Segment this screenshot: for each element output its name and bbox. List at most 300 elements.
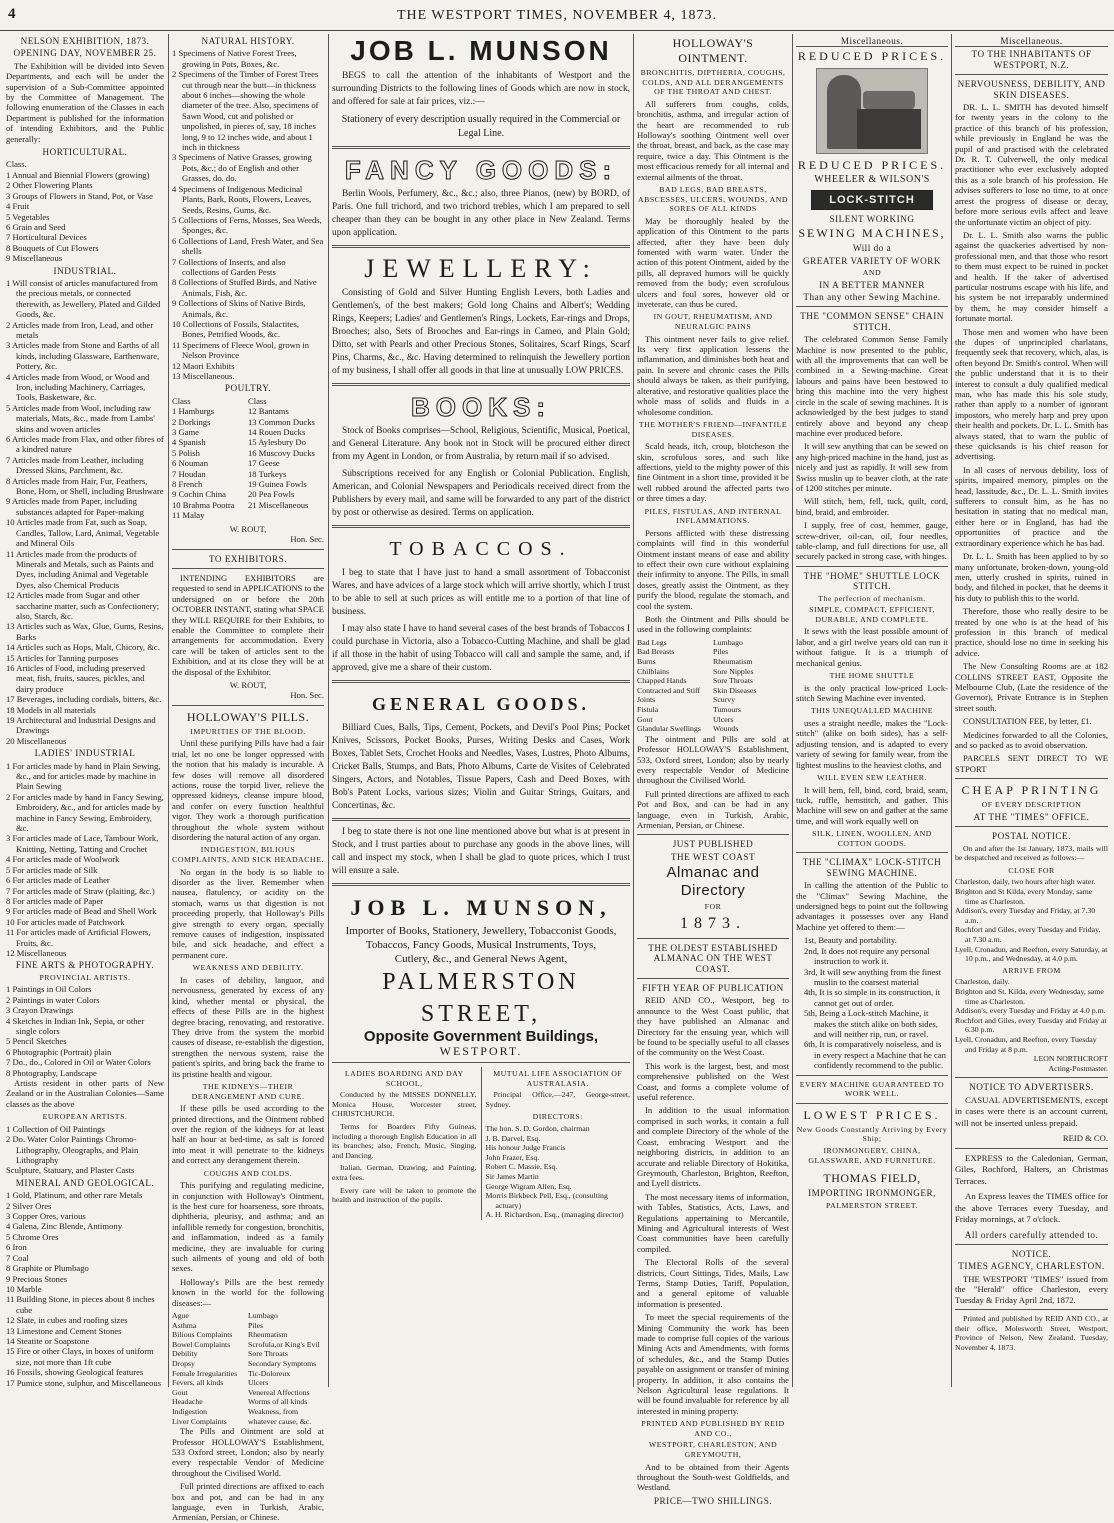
climax-advantages <box>796 935 948 1070</box>
tagline: Than any other Sewing Machine. <box>803 292 941 303</box>
list-natural-history <box>172 48 324 381</box>
sub-heading: CLOSE FOR <box>1008 865 1055 875</box>
list-item: 12 Maori Exhibits <box>172 360 235 371</box>
list-item: 2 Paintings in water Colors <box>6 994 100 1005</box>
postal-close-list <box>955 877 1108 963</box>
list-industrial <box>6 278 164 746</box>
list-item: 14 Steatite or Soapstone <box>6 1335 90 1346</box>
jewellery-body: Consisting of Gold and Silver Hunting English Levers, both Ladies and Gentlemen's, of the best makers; Gold long Chains and Albert's; Wedding Rings, Keepers; Ladies' and Gentlemen's Rings, Lockets, Ear-rings and Drops, Brooches; also, Sets of Brooches and Ear-rings in Cameo, and Plain Gold; Ditto, set with Pearls and other Precious Stones, Solitaires, Scarf Rings, Scarf Pins, Charms, &c., &c. Having determined to relinquish the Jewellery portion of my business, I shall offer all goods in that line at unusually LOW PRICES. <box>332 288 630 376</box>
paragraph: Dr. L. L. Smith has been applied to by so many unfortunate, broken-down, young-old men, utterly crushed in spirits, ruined in body, and filched in pocket, that he deems it his duty to publish this to the world. <box>955 551 1108 603</box>
list-item: Wounds <box>713 724 739 734</box>
list-item: 10 For articles made of Patchwork <box>6 916 125 927</box>
paragraph: This ointment never fails to give relief. Its very first application lessens the inflammation, and diminishes both heat and pain. In severe and chronic cases the Pills should always be taken, as their purifying, alterative, and restorative qualities place the whole mass of solids and fluids in a wholesome condition. <box>637 333 789 417</box>
tagline: AND <box>862 268 882 278</box>
sub-heading: ARRIVE FROM <box>1002 965 1061 975</box>
sub-heading: THE "CLIMAX" LOCK-STITCH SEWING MACHINE. <box>802 857 942 878</box>
page-number: 4 <box>8 6 16 22</box>
signature: REID & CO. <box>1062 1133 1108 1144</box>
list-item: Dropsy <box>172 1359 195 1368</box>
paragraph: Conducted by the MISSES DONNELLY, Monica House, Worcester street, CHRISTCHURCH. <box>332 1090 477 1119</box>
section-heading: HORTICULTURAL. <box>42 147 128 158</box>
list-item: 5th, Being a Lock-stitch Machine, it makes the stitch alike on both sides, and will neither rip, run, or ravel. <box>804 1008 938 1039</box>
list-item: 16 Articles of Food, including preserved meat, fish, fruits, sauces, pickles, and dairy produce <box>6 662 145 694</box>
fancy-goods-heading: FANCY GOODS: <box>344 155 618 185</box>
list-item: Sore Throats <box>248 1349 288 1359</box>
advertiser-name-2: JOB L. MUNSON, <box>350 895 612 920</box>
almanac-oldest: THE OLDEST ESTABLISHED ALMANAC ON THE WEST COAST. <box>648 942 778 974</box>
tagline: SILENT WORKING <box>829 213 915 224</box>
signature-title: Hon. Sec. <box>290 690 324 701</box>
merchant-trade: IMPORTING IRONMONGER, <box>808 1188 936 1199</box>
paragraph: REID AND CO., Westport, beg to announce to the West Coast public, that they have published an Almanac and Directory for the ensuing year, which will be found to be specially useful to all classes of the community on the West Coast. <box>637 995 789 1058</box>
tobaccos-body-2: I may also state I have to hand several cases of the best brands of Tobaccos I could purchase in Victoria, also a Tobacco-Cutting Machine, and shall be glad if all those in the habit of using Tobacco will call and sample the same, and, if approved, give me a share of their custom. <box>332 624 630 673</box>
paragraph: DR. L. L. SMITH has devoted himself for twenty years in the colony to the practice of this branch of his profession, while previously in England he was the pupil of and practised with the celebrated Dr. R. T. Culverwell, the only medical practitioner who ever exclusively adopted this as a sole branch of his profession. He advises sufferers to lose no time, to at once arrest the progress of disease or decay, before more serious evils affect and leave the unfortunate victim an object of pity. <box>955 102 1108 227</box>
list-item: Contracted and Stiff Joints <box>637 685 701 705</box>
list-item: Lyell, Cronadun, and Reefton, every Tuesday and Friday at 8 p.m. <box>955 1034 1097 1054</box>
list-item: Robert C. Massie, Esq. <box>485 1162 558 1172</box>
list-item: Fistula <box>637 704 659 714</box>
mutual-ad <box>482 1067 631 1220</box>
list-item: 11 Malay <box>172 510 205 521</box>
importer-line-1: Importer of Books, Stationery, Jewellery, Tobacconist Goods, <box>345 925 617 937</box>
column-rule <box>633 34 634 1387</box>
list-item: 10 Collections of Fossils, Stalactites, Bones, Petrified Woods, &c. <box>172 318 299 340</box>
complaints-table <box>637 638 789 734</box>
column-heading: Miscellaneous. <box>796 36 948 47</box>
list-item: 9 For articles made of Bead and Shell Work <box>6 906 157 917</box>
list-item: Lyell, Cronadun, and Reefton, every Saturday, at 10 p.m., and Wednesday, at 4.0 p.m. <box>955 944 1108 964</box>
list-item: 1 Paintings in Oil Colors <box>6 984 92 995</box>
list-item: 8 French <box>172 479 203 490</box>
list-item: 4 Articles made from Wood, or Wood and Iron, including Machinery, Carriages, Tools, Basketware, &c. <box>6 371 150 403</box>
column-rule <box>168 34 169 1387</box>
lock-stitch-badge: LOCK-STITCH <box>811 190 933 210</box>
list-item: Morris Birkbeck Pell, Esq., (consulting actuary) <box>485 1191 608 1210</box>
list-item: Rochfort and Giles, every Tuesday and Friday, at 7.30 a.m. <box>955 925 1101 944</box>
postmaster-title: Acting-Postmaster. <box>1048 1063 1108 1073</box>
list-item: 8 Collections of Stuffed Birds, and Native Animals, Fish, &c. <box>172 277 317 298</box>
notice-heading: NOTICE. <box>1011 1249 1052 1259</box>
tagline: WILL EVEN SEW LEATHER. <box>817 773 927 783</box>
paragraph: In addition to the usual information comprised in such works, it contain a full and complete Directory of the whole of the Coast, embracing Westport and the neighboring districts, in addition to an accurate and reliable Directory of Hokitika, Greymouth, Charleston, Brighton, Reefton, and Lyell districts. <box>637 1105 789 1189</box>
books-heading: BOOKS: <box>411 392 551 422</box>
sewing-machine-illustration <box>816 68 928 154</box>
list-item: Charleston, daily, two hours after high water. <box>955 877 1096 887</box>
signature: W. ROUT, <box>229 679 267 690</box>
list-item: Sore Nipples <box>713 666 754 676</box>
sub-heading: THE MOTHER'S FRIEND—INFANTILE DISEASES. <box>638 419 788 439</box>
sub-heading: TO THE INHABITANTS OF WESTPORT, N.Z. <box>971 49 1092 70</box>
list-item: 1 Annual and Biennial Flowers (growing) <box>6 169 150 180</box>
list-item: 8 Articles made from Hair, Fur, Feathers, Bone, Horn, or Shell, including Brushware <box>6 475 164 497</box>
list-item: Rheumatism <box>248 1330 288 1340</box>
list-item: 9 Precious Stones <box>6 1273 68 1284</box>
list-european <box>6 1124 164 1176</box>
sub-heading: DIRECTORS: <box>532 1112 583 1122</box>
list-item: Glandular Swellings <box>637 724 701 734</box>
paragraph: I supply, free of cost, hemmer, gauge, screw-driver, oil-can, oil, four needles, table-clamp, and full directions for use, all securely packed in strong case, with hinges. <box>796 520 948 562</box>
ointment-title: HOLLOWAY'S OINTMENT. <box>672 36 754 65</box>
list-item: 1 For articles made by hand in Plain Sewing, &c., and for articles made by machine in Plain Sewing <box>6 760 161 792</box>
list-item: 20 Pea Fowls <box>248 489 295 500</box>
page-header <box>0 0 1114 31</box>
list-item: 11 Building Stone, in pieces about 8 inches cube <box>6 1294 155 1315</box>
section-heading: TO EXHIBITORS. <box>208 553 288 564</box>
almanac-fifth: FIFTH YEAR OF PUBLICATION <box>642 983 784 993</box>
paragraph: Scald heads, itch, croup, blotcheson the skin, scrofulous sores, and such like affections, yield to the mighty power of this fine Ointment in a short time, provided it be well rubbed around the affected parts two or three times a day. <box>637 441 789 504</box>
list-item: 2 Do. Water Color Paintings Chromo-Lithography, Oleographs, and Plain Lithography <box>6 1134 139 1166</box>
list-item: Gout <box>637 714 653 724</box>
almanac-year: 1873. <box>680 914 746 932</box>
paragraph: The celebrated Common Sense Family Machine is now presented to the public, with all the improvements that can well be combined in a Sewing-machine. Great labours and pains have been bestowed to bring this machine into the very highest circle in the scale of sewing machines. It is acknowledged by the best judges to stand entirely above and beyond any cheap machine ever produced before. <box>796 334 948 438</box>
sub-heading: THE "HOME" SHUTTLE LOCK STITCH. <box>803 570 941 592</box>
books-body-2: Subscriptions received for any English or Colonial Publication. English, American, and Colonial Newspapers and Periodicals received direct from the Publishers by every mail, and same will be forwarded to any part of the district by post or otherwise as desired. Terms on application. <box>332 469 630 518</box>
list-item: Addison's, every Tuesday and Friday at 4.0 p.m. <box>955 1006 1106 1016</box>
tagline: SILK, LINEN, WOOLLEN, AND COTTON GOODS. <box>812 829 932 848</box>
tagline: IN A BETTER MANNER <box>819 279 925 290</box>
paragraph: In cases of debility, languor, and nervousness, generated by excess of any kind, whether mental or physical, the effects of these Pills are in the highest degree bracing, renovating, and restorative. They drive from the system the morbid causes of disease, re-establish the digestion, strengthen the nervous system, raise the patient's spirits, and bring back the frame to its pristine health and vigour. <box>172 974 324 1079</box>
exhibitors-notice: INTENDING EXHIBITORS are requested to send in APPLICATIONS to the undersigned on or before the 20th OCTOBER INSTANT, stating what SPACE they WILL REQUIRE for their Exhibits, to enable the Committee to complete their arrangements for accommodation. Every care will be taken of articles sent to the Exhibition, and at its close they will be at the disposal of the Exhibitor. <box>172 572 324 677</box>
list-item: Charleston, daily. <box>955 977 1010 987</box>
list-item: Rheumatism <box>713 656 753 666</box>
lowest-prices-heading: LOWEST PRICES. <box>803 1107 941 1122</box>
paragraph: Dr. L. L. Smith also warns the public against the quackeries advertised by non-professional men, and that those who resort to them must expect to be ruined in pocket and health. If the taker of advertised particular nostrums escape with his life, and his system be not irreparably undermined by them, he may consider himself a fortunate mortal. <box>955 229 1108 324</box>
general-goods-body: Billiard Cues, Balls, Tips, Cement, Pockets, and Devil's Pool Pins; Pocket Knives, Scissors, Pocket Books, Purses, Writing Desks and Cases, Work Boxes, Tablet Sets, Crochet Hooks and Needles, Vases, Lustres, Photo Albums, Cricket Balls, Stumps, and Bats, Photo Albums, Carte de Visites of Celebrated Singers, Actors, and Notables, Tissue Papers, Cash and Deed Boxes, with Bob's Patent Locks, various sizes; Violin and Guitar Strings, Guitars, and Concertinas, &c. <box>332 723 630 811</box>
poultry-right <box>248 396 324 521</box>
paragraph: This work is the largest, best, and most comprehensive published on the West Coast, and forms a complete volume of useful reference. <box>637 1060 789 1103</box>
list-item: 11 For articles made of Artificial Flowers, Fruits, &c. <box>6 927 151 948</box>
list-item: Sculpture, Statuary, and Plaster Casts <box>6 1165 135 1176</box>
town-line: WESTPORT. <box>439 1044 523 1058</box>
list-item: Bilious Complaints <box>172 1330 233 1340</box>
column-ointment <box>637 34 789 1506</box>
notice-heading: NOTICE TO ADVERTISERS. <box>969 1082 1094 1093</box>
list-item: 7 Houdan <box>172 468 206 479</box>
paragraph: Those men and women who have been the dupes of unprincipled charlatans, frequently seek that recovery, which, alas, is often beyond Dr. Smith's control. When will the public understand that it is to their interest to consult a duly qualified medical man, who has made this his sole study, rather than apply to a number of ignorant impostors, who merely harp and prey upon their health and pockets. Dr. L. L. Smith has always stated, that to warn the public of these quicksands is his chief reason for advertising. <box>955 326 1108 462</box>
list-item: Fevers, all kinds <box>172 1378 224 1388</box>
merchant-name: THOMAS FIELD, <box>823 1171 921 1186</box>
paragraph: And to be obtained from their Agents throughout the South-west Goldfields, and Westland. <box>637 1461 789 1493</box>
list-item: 10 Articles made from Fat, such as Soap, Candles, Tallow, Lard, Animal, Vegetable and Mineral Oils <box>6 517 160 549</box>
list-item: 3 Specimens of Native Grasses, growing Pots, &c.; do of English and other Grasses, do. do. <box>172 152 312 184</box>
paragraph: The New Consulting Rooms are at 182 COLLINS STREET EAST, Opposite the Melbourne Club, (Late the residence of the Governor), Private Entrance is in Stephen street south. <box>955 661 1108 713</box>
list-item: 13 Limestone and Cement Stones <box>6 1325 122 1336</box>
sub-heading: WEAKNESS AND DEBILITY. <box>192 963 304 973</box>
masthead: THE WESTPORT TIMES, NOVEMBER 4, 1873. <box>396 8 718 23</box>
section-heading: INDUSTRIAL. <box>53 265 117 276</box>
list-item: 1 Hamburgs <box>172 406 215 417</box>
list-item: 12 Miscellaneous <box>6 947 67 958</box>
sub-heading: EUROPEAN ARTISTS. <box>42 1112 128 1122</box>
sub-heading: BRONCHITIS, DIPTHERIA, COUGHS, COLDS, AND ALL DERANGEMENTS OF THE THROAT AND CHEST. <box>640 68 786 97</box>
list-item: 4 Galena, Zinc Blende, Antimony <box>6 1221 122 1232</box>
disease-left <box>172 1311 248 1426</box>
list-item: 7 For articles made of Straw (plaiting, &c.) <box>6 885 155 896</box>
list-item: Venereal Affections <box>248 1387 310 1397</box>
paragraph: It will hem, fell, bind, cord, braid, seam, tuck, ruffle, hemstitch, and gather. This Machine will sew on and gather at the same time, and will work equally well on <box>796 784 948 826</box>
publisher-line: PRINTED AND PUBLISHED BY REID AND CO., <box>641 1419 785 1438</box>
column-exhibition <box>6 34 164 1391</box>
tagline: AT THE "TIMES" OFFICE. <box>973 811 1090 822</box>
paragraph: Both the Ointment and Pills should be used in the following complaints: <box>637 613 789 635</box>
paragraph: May be thoroughly healed by the application of this Ointment to the parts affected, after they have been duly fomented with warm water. Under the action of this potent Ointment, aided by the pills, all depraved humors will be quickly removed from the body; even scrofulous ulcers and foul sores, however old or inveterate, can thus be cured. <box>637 215 789 310</box>
tagline: New Goods Constantly Arriving by Every Ship; <box>796 1124 948 1144</box>
list-item: Headache <box>172 1397 203 1407</box>
almanac-price: PRICE—TWO SHILLINGS. <box>653 1495 773 1506</box>
column-heading: Miscellaneous. <box>955 36 1108 47</box>
list-item: 5 Pencil Sketches <box>6 1036 67 1047</box>
list-item: 10 Brahma Pootra <box>172 499 235 510</box>
list-item: A. H. Richardson, Esq., (managing director) <box>485 1210 624 1220</box>
pills-title: HOLLOWAY'S PILLS. <box>186 709 310 724</box>
paragraph: Persons afflicted with these distressing complaints will find in this wonderful Ointment instant means of ease and ability to effect their own cure without explaining their infirmity to anyone. The Pills, in small doses, greatly assist the Ointment, as they purify the blood, regulate the stomach, and cool the system. <box>637 527 789 611</box>
opening-day: OPENING DAY, NOVEMBER 25. <box>13 48 157 59</box>
list-item: 8 Photography, Landscape <box>6 1067 97 1078</box>
list-item: Brighton and St. Kilda, every Wednesday, same time as Charleston. <box>955 986 1104 1006</box>
list-item: 3 Articles made from Stone and Earths of all kinds, including Glassware, Earthenware, Pottery, &c. <box>6 340 160 372</box>
artists-note: Artists resident in other parts of New Zealand or in the Australian Colonies—Same classes as the above <box>6 1078 164 1109</box>
list-item: 1st, Beauty and portability. <box>804 935 897 946</box>
sub-heading: IMPURITIES OF THE BLOOD. <box>190 726 306 736</box>
sub-heading: THE KIDNEYS—THEIR DERANGEMENT AND CURE. <box>191 1081 305 1101</box>
list-item: 15 Fire or other Clays, in boxes of uniform size, not more than 1ft cube <box>6 1346 154 1367</box>
stationery-line: Stationery of every description usually required in the Commercial or Legal Line. <box>341 114 621 139</box>
paragraph: EXPRESS to the Caledonian, German, Giles, Rochford, Halters, an Christmas Terraces. <box>955 1152 1108 1186</box>
reduced-prices-heading: REDUCED PRICES. <box>797 49 947 64</box>
paragraph: Italian, German, Drawing, and Painting, extra fees. <box>332 1163 477 1182</box>
list-item: 9 Cochin China <box>172 489 226 500</box>
list-item: 6 Photographic (Portrait) plain <box>6 1046 112 1057</box>
list-item: Brighton and St Kilda, every Monday, same time as Charleston. <box>955 887 1093 906</box>
paragraph: If these pills be used according to the printed directions, and the Ointment rubbed over the region of the kidneys for at least half an hour at bed-time, as salt is forced into meat it will penetrate to the kidneys and correct any derangement therein. <box>172 1103 324 1166</box>
paragraph: All sufferers from coughs, colds, bronchitis, asthma, and irregular action of the heart are recommended to rub Holloway's soothing Ointment well over the throat, breast, and back, as the case may require, twice a day. This Ointment is the most efficacious remedy for all internal and external ailments of the throat. <box>637 98 789 182</box>
list-item: 20 Miscellaneous <box>6 735 67 746</box>
list-item: Tumours <box>713 704 741 714</box>
list-item: Ague <box>172 1311 189 1321</box>
cheap-printing-heading: CHEAP PRINTING <box>961 783 1102 798</box>
paragraph: Full printed directions are affixed to each box and pot, and can be had in any language, even in Turkish, Arabic, Armenian, Persian, or Chinese. <box>172 1481 324 1523</box>
tagline: The perfection of mechanism. <box>818 593 926 603</box>
paragraph: Principal Office,—247, George-street, Sydney. <box>485 1090 630 1109</box>
section-heading: POULTRY. <box>224 383 272 394</box>
complaints-right <box>713 638 789 734</box>
list-item: Gout <box>172 1387 188 1397</box>
list-item: 2 Other Flowering Plants <box>6 180 93 191</box>
paragraph: Therefore, those who really desire to be treated by one who is at the head of his profession in this branch of medical practice, should lose no time in seeking his advice. <box>955 606 1108 658</box>
list-item: Class <box>248 395 267 406</box>
location-line: Opposite Government Buildings, <box>363 1028 599 1045</box>
list-item: Female Irregularities <box>172 1368 238 1378</box>
postmaster-name: LEON NORTHCROFT <box>1033 1054 1108 1064</box>
paragraph: PARCELS SENT DIRECT TO WE STPORT <box>955 753 1108 774</box>
tagline: OF EVERY DESCRIPTION <box>981 800 1082 810</box>
list-item: 17 Beverages, including cordials, bitters, &c. <box>6 694 162 705</box>
poultry-table <box>172 396 324 521</box>
list-item: 5 Chrome Ores <box>6 1231 59 1242</box>
list-item: 11 Specimens of Fleece Wool, grown in Nelson Province <box>172 339 310 361</box>
exhibition-intro: The Exhibition will be divided into Seven Departments, and each will be under the supervision of a Sub-Committee appointed by the Committee of Management. The following enumeration of the Classes in each Department is published for the information of intending Exhibitors, and the Public generally: <box>6 60 164 144</box>
list-item: Worms of all kinds <box>248 1397 308 1407</box>
paragraph: The Electoral Rolls of the several districts, Court Sittings, Tides, Mails, Law Terms, Stamp Duties, Tariff, Population, and a general epitome of valuable information is presented. <box>637 1257 789 1309</box>
list-item: Lumbago <box>248 1311 278 1321</box>
list-item: 2 Specimens of the Timber of Forest Trees cut through near the butt—in thickness about 6 inches—showing the whole diameter of the tree. Also, specimens of Sawn Wood, cut and polished or unpolished, in pieces of, say, 18 inches long, 9 to 12 inches wide, and about 1 inch in thickness <box>172 69 319 153</box>
list-item: 15 Articles for Tanning purposes <box>6 652 119 663</box>
list-item: 9 Miscellaneous <box>6 253 63 264</box>
list-item: 2 Silver Ores <box>6 1200 52 1211</box>
fancy-goods-body: Berlin Wools, Perfumery, &c., &c.; also, three Pianos, (new) by BORD, of Paris. One full trichord, and two trichord trebles, which I am prepared to sell cheaper than they can be bought in any other place in New Zealand. Terms upon application. <box>332 189 630 238</box>
list-item: Sir James Martin <box>485 1171 539 1181</box>
sub-heading: BAD LEGS, BAD BREASTS, ABSCESSES, ULCERS, WOUNDS, AND SORES OF ALL KINDS <box>637 185 789 214</box>
list-item: 1 Specimens of Native Forest Trees, growing in Pots, Boxes, &c. <box>172 48 297 69</box>
tagline: All orders carefully attended to. <box>964 1229 1099 1240</box>
postal-heading: POSTAL NOTICE. <box>992 831 1071 842</box>
list-item: Chilblains <box>637 666 670 676</box>
list-item: 4 For articles made of Woolwork <box>6 854 120 865</box>
sub-heading: IN GOUT, RHEUMATISM, AND NEURALGIC PAINS <box>653 312 773 332</box>
list-item: 4 Fruit <box>6 201 30 212</box>
list-item: 5 Polish <box>172 447 200 458</box>
list-item: 18 Turkeys <box>248 468 287 479</box>
list-item: Piles <box>248 1320 264 1330</box>
publisher-towns: WESTPORT, CHARLESTON, AND GREYMOUTH, <box>648 1440 778 1460</box>
list-item: J. B. Darvel, Esq. <box>485 1133 541 1143</box>
sewing-machines-heading: SEWING MACHINES, <box>798 226 946 241</box>
class-label: Class. <box>6 159 27 170</box>
exhibition-title: NELSON EXHIBITION, 1873. <box>20 36 150 46</box>
list-horticultural <box>6 170 164 264</box>
paragraph: Medicines forwarded to all the Colonies, and so packed as to avoid observation. <box>955 729 1108 750</box>
list-item: 6 For articles made of Leather <box>6 875 110 886</box>
street-line: PALMERSTON STREET, <box>382 969 580 1027</box>
poultry-left <box>172 396 248 521</box>
list-item: 13 Common Ducks <box>248 416 315 427</box>
list-item: 19 Architectural and Industrial Designs and Drawings <box>6 715 156 736</box>
list-item: 3 Crayon Drawings <box>6 1005 74 1016</box>
section-heading: MINERAL AND GEOLOGICAL. <box>15 1177 155 1188</box>
list-item: 7 Collections of Insects, and also collections of Garden Pests <box>172 256 286 277</box>
almanac-title: Almanac and Directory <box>666 864 760 900</box>
list-item: 13 Miscellaneous. <box>172 371 235 381</box>
paragraph: Will stitch, hem, fell, tuck, quilt, cord, bind, braid, and embroider. <box>796 496 948 517</box>
sub-heading: PROVINCIAL ARTISTS. <box>39 972 131 982</box>
column-rule <box>951 34 952 1387</box>
list-item: Sore Throats <box>713 676 753 686</box>
list-item: 17 Pumice stone, sulphur, and Miscellaneous <box>6 1377 162 1388</box>
school-title: LADIES BOARDING AND DAY SCHOOL, <box>344 1069 464 1088</box>
paragraph: This purifying and regulating medicine, in conjunction with Holloway's Ointment, is the best cure for hoarseness, sore throats, diphtheria, pleurisy, and asthma; and an infallible remedy for congestion, bronchitis, and inflammation, indeed as a family medicine, they are invaluable for curing such ailments of young and old of both sexes. <box>172 1180 324 1274</box>
column-natural-history <box>172 34 324 1523</box>
signature-title: Hon. Sec. <box>290 534 324 545</box>
list-item: Bowel Complaints <box>172 1339 231 1349</box>
brand-name: WHEELER & WILSON'S <box>814 174 930 186</box>
column-munson-ad <box>332 34 630 1391</box>
intro-paragraph: BEGS to call the attention of the inhabitants of Westport and the surrounding Districts to the following lines of Goods which are now in stock, and offered for sale at fair prices, viz.:— <box>332 71 630 107</box>
list-item: 9 Collections of Skins of Native Birds, Animals, &c. <box>172 298 306 319</box>
tagline: SIMPLE, COMPACT, EFFICIENT, DURABLE, AND COMPLETE. <box>809 605 935 624</box>
sub-heading: THE "COMMON SENSE" CHAIN STITCH. <box>800 311 944 332</box>
sub-heading: NERVOUSNESS, DEBILITY, AND SKIN DISEASES. <box>957 79 1106 100</box>
paragraph: On and after the 1st January, 1873, mails will be despatched and received as follows:— <box>955 843 1108 863</box>
paragraph: The ointment and Pills are sold at Professor HOLLOWAY'S Establishment, 533, Oxford street, London; also by nearly every respectable Vendor of Medicine throughout the Civilised World. <box>637 733 789 786</box>
column-rule <box>792 34 793 1387</box>
sub-heading: TIMES AGENCY, CHARLESTON. <box>958 1261 1105 1272</box>
mutual-title: MUTUAL LIFE ASSOCIATION OF AUSTRALASIA. <box>493 1069 623 1088</box>
list-item: 3 For articles made of Lace, Tambour Work, Knitting, Netting, Tatting and Crochet <box>6 833 159 854</box>
list-item: Lumbago <box>713 637 743 647</box>
section-heading: LADIES' INDUSTRIAL <box>34 748 136 759</box>
list-item: 1 Will consist of articles manufactured from the precious metals, or connected therewith, as Jewellery, Plated and Gilded Goods, &c. <box>6 277 161 320</box>
almanac-kicker: JUST PUBLISHED <box>672 839 754 850</box>
list-item: 5 Collections of Ferns, Mosses, Sea Weeds, Sponges, &c. <box>172 214 322 236</box>
list-item: 19 Guinea Fowls <box>248 479 307 490</box>
list-item: 5 Articles made from Wool, including raw materials, Mats, &c., made from Lambs' skins and woven articles <box>6 402 155 434</box>
list-item: His honour Judge Francis <box>485 1143 566 1153</box>
list-ladies <box>6 761 164 959</box>
almanac-for: FOR <box>704 902 722 912</box>
list-item: George Wigram Allen, Esq. <box>485 1181 572 1191</box>
list-item: Liver Complaints <box>172 1416 227 1426</box>
tagline: THE HOME SHUTTLE <box>829 671 915 680</box>
closing-paragraph: I beg to state there is not one line mentioned above but what is at present in Stock, and I trust parties about to purchase any goods in the above lines, will call and inspect my stock, when I shall be glad to quote prices, which I trust will ensure a sale. <box>332 827 630 876</box>
list-item: Indigestion <box>172 1406 208 1416</box>
paragraph: uses a straight needle, makes the "Lock-stitch" (alike on both sides), has a self-adjusting tension, and is adapted to every variety of sewing for family wear, from the lightest muslins to the heaviest cloths, and <box>796 718 948 770</box>
paragraph: Terms for Boarders Fifty Guineas, including a thorough English Education in all its branches; also, French, Music, Singing, and Dancing. <box>332 1121 477 1160</box>
list-item: 15 Aylesbury Do <box>248 437 306 448</box>
paragraph: Holloway's Pills are the best remedy known in the world for the following diseases:— <box>172 1276 324 1308</box>
paragraph: The most necessary items of information, with Tables, Statistics, Acts, Laws, and Regulations appertaining to Mercantile, Mining and Agricultural interests of West Coast communities have been carefully compiled. <box>637 1191 789 1254</box>
list-item: 6 Iron <box>6 1242 27 1253</box>
list-item: 5 Vegetables <box>6 211 50 222</box>
paragraph: It sews with the least possible amount of labor, and a girl twelve years old can run it without fatigue. It is a triumph of mechanical genius. <box>796 626 948 668</box>
postal-arrive-list <box>955 977 1108 1054</box>
list-item: John Frazer, Esq. <box>485 1152 540 1162</box>
list-item: Bad Breasts <box>637 647 675 657</box>
signature: W. ROUT, <box>229 523 267 534</box>
tagline: IRONMONGERY, CHINA, GLASSWARE, AND FURNITURE. <box>808 1145 936 1165</box>
list-item: 7 Coal <box>6 1252 29 1263</box>
list-item: 6 Nouman <box>172 458 209 469</box>
list-item: 6 Articles made from Flax, and other fibres of a kindred nature <box>6 434 164 455</box>
list-item: Scurvy <box>713 695 736 705</box>
almanac-subtitle: THE WEST COAST <box>670 851 756 862</box>
list-item: Piles <box>713 647 729 657</box>
list-item: 14 Rouen Ducks <box>248 427 306 438</box>
general-goods-heading: GENERAL GOODS. <box>371 694 591 714</box>
list-item: 4 Sketches in Indian Ink, Sepia, or other single colors <box>6 1015 145 1036</box>
tobaccos-body: I beg to state that I have just to hand a small assortment of Tobacconist Wares, and have advices of a large stock which will arrive shortly, which I trust to be able to sell at such prices as will entitle me to a portion of that line of business. <box>332 568 630 617</box>
list-item: 11 Articles made from the products of Minerals and Metals, such as Paints and Dyes, including Animal and Vegetable Dyes, also Chemical Products <box>6 548 154 590</box>
sub-heading: COUGHS AND COLDS. <box>203 1168 293 1178</box>
tagline: THIS UNEQUALLED MACHINE <box>811 706 933 716</box>
list-item: 2 For articles made by hand in Fancy Sewing, Embroidery, &c., and for articles made by machine in Fancy Sewing, Embroidery, &c. <box>6 791 164 834</box>
paragraph: is the only practical low-priced Lock-stitch Sewing Machine ever invented. <box>796 682 948 703</box>
list-item: 2nd, It does not require any personal instruction to work it. <box>804 945 930 967</box>
list-item: 9 Articles made from Paper, including substances adapted for Paper-making <box>6 496 144 517</box>
advertiser-name: JOB L. MUNSON <box>350 35 612 66</box>
disease-right <box>248 1311 324 1426</box>
jewellery-heading: JEWELLERY: <box>364 254 598 283</box>
paragraph: To meet the special requirements of the Mining Community the work has been made to comprise full copies of the various Mining Acts and Amendments, with forms of schedules, &c., and the Stamp Duties payable on assignment or transfer of mining property. In addition, it also contains the Nelson Agricultural lease regulations. It will be found invaluable for reference by all interested in mining property. <box>637 1312 789 1416</box>
list-item: 3 Copper Ores, various <box>6 1211 86 1222</box>
importer-line-2: Tobaccos, Fancy Goods, Musical Instruments, Toys, <box>365 939 597 951</box>
list-item: 4 Spanish <box>172 437 206 448</box>
list-mineral <box>6 1190 164 1388</box>
list-item: 4th, It is so simple in its construction, it cannot get out of order. <box>804 987 941 1008</box>
list-item: 3 Game <box>172 427 199 438</box>
list-item: Burns <box>637 656 656 666</box>
paragraph: THE WESTPORT "TIMES" issued from the "Herald" office Charleston, every Tuesday & Friday April 2nd, 1872. <box>955 1273 1108 1305</box>
bottom-ads <box>332 1067 630 1220</box>
